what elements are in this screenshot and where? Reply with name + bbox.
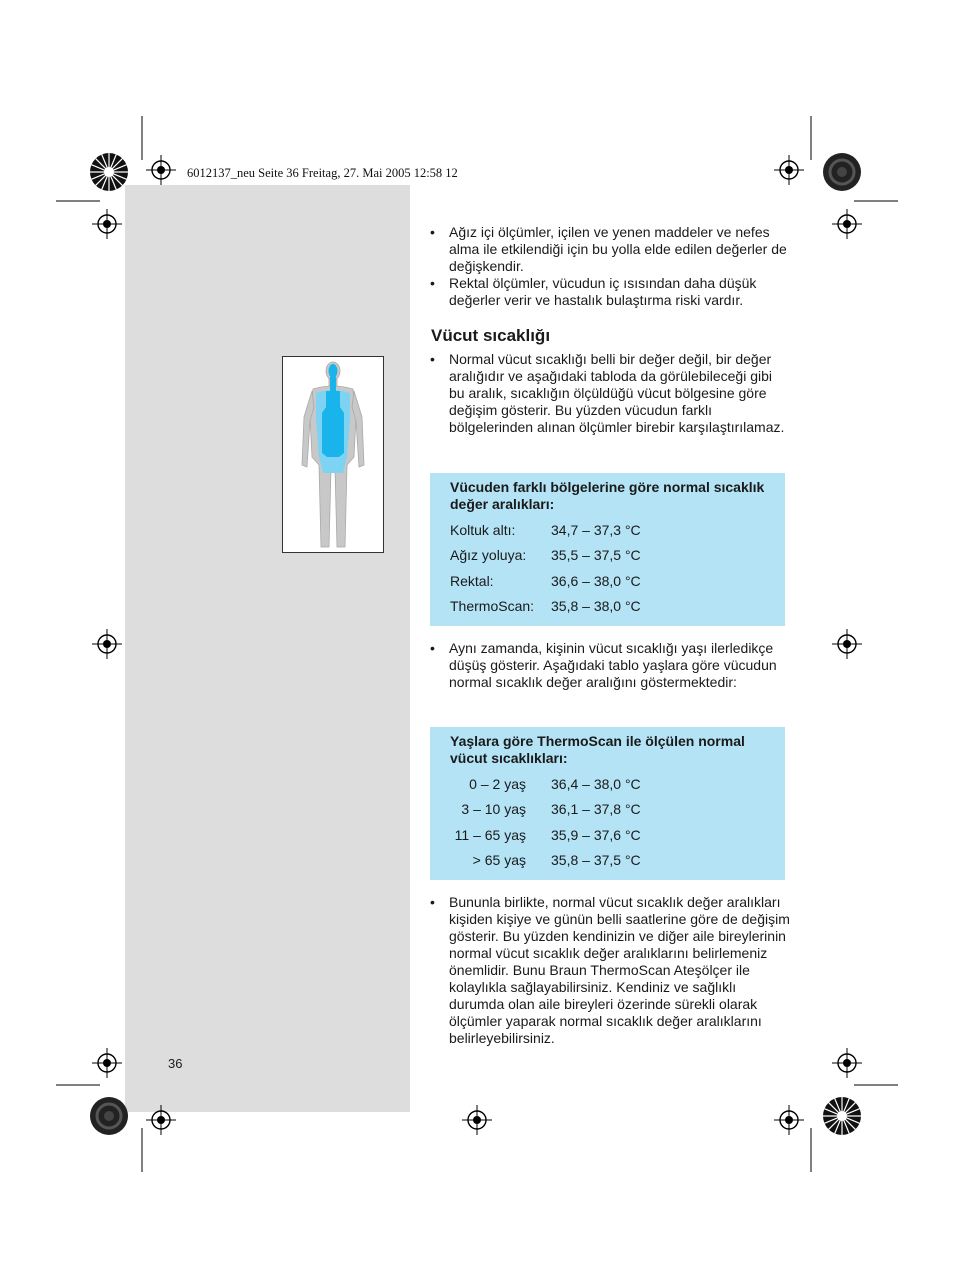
registration-target-icon — [92, 1048, 122, 1078]
registration-target-icon — [832, 1048, 862, 1078]
table-row-value: 35,5 – 37,5 °C — [551, 547, 641, 563]
bullet-text: • Aynı zamanda, kişinin vücut sıcaklığı yaşı ilerledikçe düşüş gösterir. Aşağıdaki tablo yaşlara göre vücudun normal sıcaklık değer aralığını göstermektedir: — [430, 640, 790, 691]
table-regions-title: Vücuden farklı bölgelerine göre normal sıcaklık değer aralıkları: — [450, 479, 765, 512]
table-row-value: 36,6 – 38,0 °C — [551, 573, 641, 589]
starburst-mark-icon — [822, 152, 862, 192]
bullet-text: • Bununla birlikte, normal vücut sıcaklık değer aralıkları kişiden kişiye ve günün belli saatlerine göre de değişim gösterir. Bu yüzden kendinizin ve diğer aile bireylerinin normal vücut sıcaklık değer aralıklarını belirlemeniz önemlidir. Bunu Braun ThermoScan Ateşölçer ile kolaylıkla sağlayabilirsiniz. Kendiniz ve sağlıklı durumda olan aile bireyleri özerinde sürekli olarak ölçümler yaparak normal sıcaklık değer aralıklarını belirleyebilirsiniz. — [430, 894, 790, 1047]
table-row-label: 0 – 2 yaş — [469, 776, 526, 792]
registration-target-icon — [92, 209, 122, 239]
table-row-value: 35,8 – 37,5 °C — [551, 852, 641, 868]
registration-target-icon — [832, 629, 862, 659]
registration-target-icon — [146, 1105, 176, 1135]
table-row-value: 36,4 – 38,0 °C — [551, 776, 641, 792]
starburst-mark-icon — [822, 1096, 862, 1136]
registration-target-icon — [146, 155, 176, 185]
page-number: 36 — [168, 1056, 183, 1071]
section-title: Vücut sıcaklığı — [431, 326, 551, 345]
table-row-label: ThermoScan: — [450, 598, 535, 614]
intro-bullet: • Rektal ölçümler, vücudun iç ısısından daha düşük değerler verir ve hastalık bulaştırma riski vardır. — [430, 275, 790, 309]
table-row-value: 35,8 – 38,0 °C — [551, 598, 641, 614]
table-row-label: 3 – 10 yaş — [461, 801, 526, 817]
table-row-label: Rektal: — [450, 573, 494, 589]
table-row-label: > 65 yaş — [472, 852, 526, 868]
registration-target-icon — [832, 209, 862, 239]
registration-target-icon — [774, 155, 804, 185]
print-header: 6012137_neu Seite 36 Freitag, 27. Mai 2005 12:58 12 — [187, 166, 458, 180]
table-ages-title: Yaşlara göre ThermoScan ile ölçülen normal vücut sıcaklıkları: — [450, 733, 745, 766]
bullet-text: • Normal vücut sıcaklığı belli bir değer değil, bir değer aralığıdır ve aşağıdaki tabloda da görülebileceği gibi bu aralık, sıcaklığın ölçüldüğü vücut bölgesine göre değişim gösterir. Bu yüzden vücudun farklı bölgelerinden alınan ölçümler birebir karşılaştırılamaz. — [430, 351, 790, 436]
starburst-mark-icon — [89, 1096, 129, 1136]
intro-bullet: • Ağız içi ölçümler, içilen ve yenen maddeler ve nefes alma ile etkilendiği için bu yolla elde edilen değerler de değişkendir. — [430, 224, 790, 275]
table-row-label: Koltuk altı: — [450, 522, 516, 538]
starburst-mark-icon — [89, 152, 129, 192]
registration-target-icon — [462, 1105, 492, 1135]
table-row-label: Ağız yoluya: — [450, 547, 527, 563]
table-row-value: 34,7 – 37,3 °C — [551, 522, 641, 538]
registration-target-icon — [774, 1105, 804, 1135]
table-row-value: 35,9 – 37,6 °C — [551, 827, 641, 843]
table-row-value: 36,1 – 37,8 °C — [551, 801, 641, 817]
table-row-label: 11 – 65 yaş — [454, 827, 526, 843]
registration-target-icon — [92, 629, 122, 659]
